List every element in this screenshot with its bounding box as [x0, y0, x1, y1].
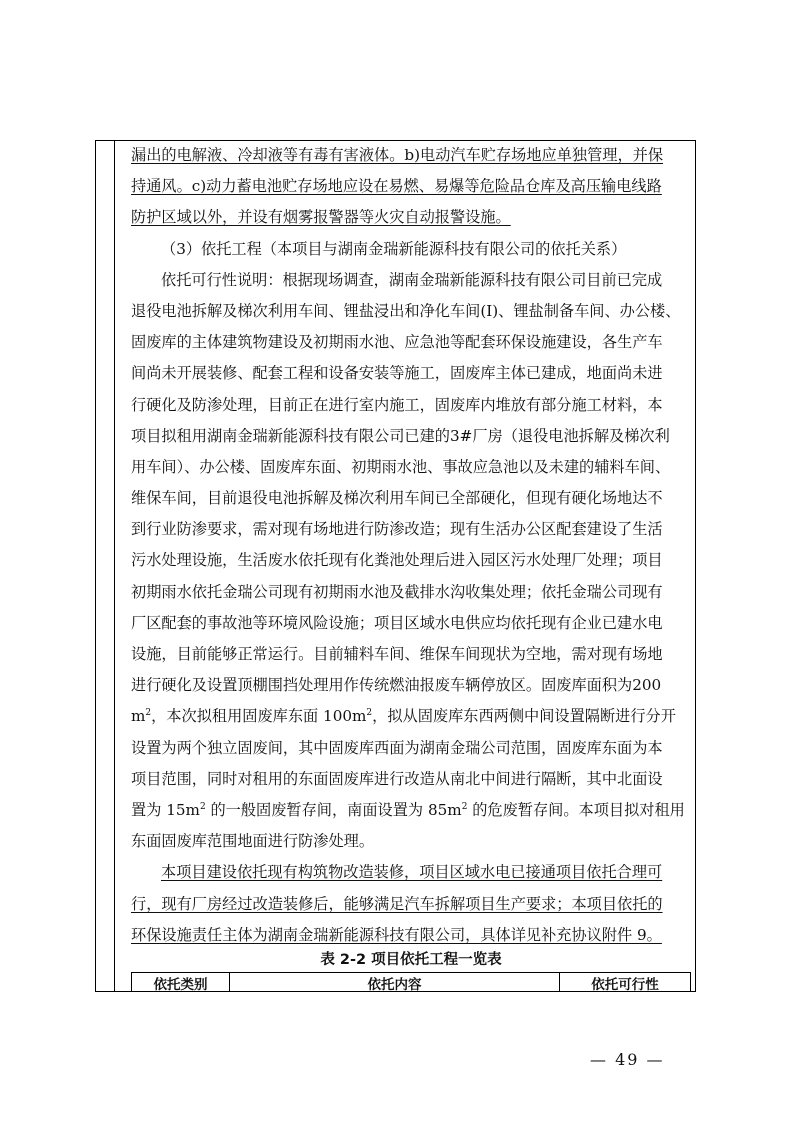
text-line: 设置为两个独立固废间，其中固废库西面为湖南金瑞公司范围，固废库东面为本 — [131, 738, 663, 757]
table-header-cell: 依托类别 — [132, 973, 230, 992]
text-line: 到行业防渗要求，需对现有场地进行防渗改造；现有生活办公区配套建设了生活 — [131, 520, 663, 539]
text-line: 项目范围，同时对租用的东面固废库进行改造从南北中间进行隔断，其中北面设 — [131, 769, 663, 788]
section-heading: （3）依托工程（本项目与湖南金瑞新能源科技有限公司的依托关系） — [161, 239, 627, 258]
text-line: 置为 $15m^2$ 的一般固废暂存间，南面设置为 $85m^2$ 的危废暂存间。本项目拟对租用 — [131, 800, 685, 819]
text-line: 进行硬化及设置顶棚围挡处理用作传统燃油报废车辆停放区。固废库面积为200 — [131, 676, 662, 695]
text-line: 退役电池拆解及梯次利用车间、锂盐浸出和净化车间(I)、锂盐制备车间、办公楼、 — [131, 301, 681, 320]
underlined-line: 本项目建设依托现有构筑物改造装修，项目区域水电已接通项目依托合理可 — [161, 863, 663, 882]
text-line: 依托可行性说明：根据现场调查，湖南金瑞新能源科技有限公司目前已完成 — [161, 270, 663, 289]
text-line: 初期雨水依托金瑞公司现有初期雨水池及截排水沟收集处理；依托金瑞公司现有 — [131, 582, 663, 601]
document-body — [131, 140, 691, 951]
text-line: 固废库的主体建筑物建设及初期雨水池、应急池等配套环保设施建设，各生产车 — [131, 333, 663, 352]
page-number: — 49 — — [590, 1050, 665, 1069]
text-line: 间尚未开展装修、配套工程和设备安装等施工，固废库主体已建成，地面尚未进 — [131, 364, 663, 383]
text-line: 持通风。c)动力蓄电池贮存场地应设在易燃、易爆等危险品仓库及高压输电线路 — [131, 177, 662, 196]
text-line: 漏出的电解液、冷却液等有毒有害液体。b)电动汽车贮存场地应单独管理，并保 — [131, 146, 664, 164]
underlined-line: 行，现有厂房经过改造装修后，能够满足汽车拆解项目生产要求；本项目依托的 — [131, 894, 663, 913]
table-caption: 表 2-2 项目依托工程一览表 — [320, 952, 502, 968]
text-line: 东面固废库范围地面进行防渗处理。 — [131, 832, 374, 851]
text-line: 设施，目前能够正常运行。目前辅料车间、维保车间现状为空地，需对现有场地 — [131, 645, 663, 663]
table-header-cell: 依托可行性 — [591, 976, 659, 993]
underlined-line: 环保设施责任主体为湖南金瑞新能源科技有限公司，具体详见补充协议附件 9。 — [131, 925, 662, 944]
table-header-cell: 依托内容 — [230, 973, 560, 992]
table-header-row — [131, 972, 691, 992]
text-line: 防护区域以外，并设有烟雾报警器等火灾自动报警设施。 — [131, 208, 511, 227]
text-line: 项目拟租用湖南金瑞新能源科技有限公司已建的3#厂房（退役电池拆解及梯次利 — [131, 426, 670, 445]
text-line: $m^2$，本次拟租用固废库东面 $100m^2$，拟从固废库东西两侧中间设置隔断进行分开 — [131, 707, 676, 726]
text-line: 行硬化及防渗处理，目前正在进行室内施工，固废库内堆放有部分施工材料，本 — [131, 395, 663, 414]
text-line: 维保车间，目前退役电池拆解及梯次利用车间已全部硬化，但现有硬化场地达不 — [131, 489, 663, 508]
text-line: 用车间）、办公楼、固废库东面、初期雨水池、事故应急池以及未建的辅料车间、 — [131, 457, 671, 476]
text-line: 厂区配套的事故池等环境风险设施；项目区域水电供应均依托现有企业已建水电 — [131, 613, 663, 632]
left-column-divider — [114, 141, 115, 991]
text-line: 污水处理设施，生活废水依托现有化粪池处理后进入园区污水处理厂处理；项目 — [131, 551, 663, 570]
